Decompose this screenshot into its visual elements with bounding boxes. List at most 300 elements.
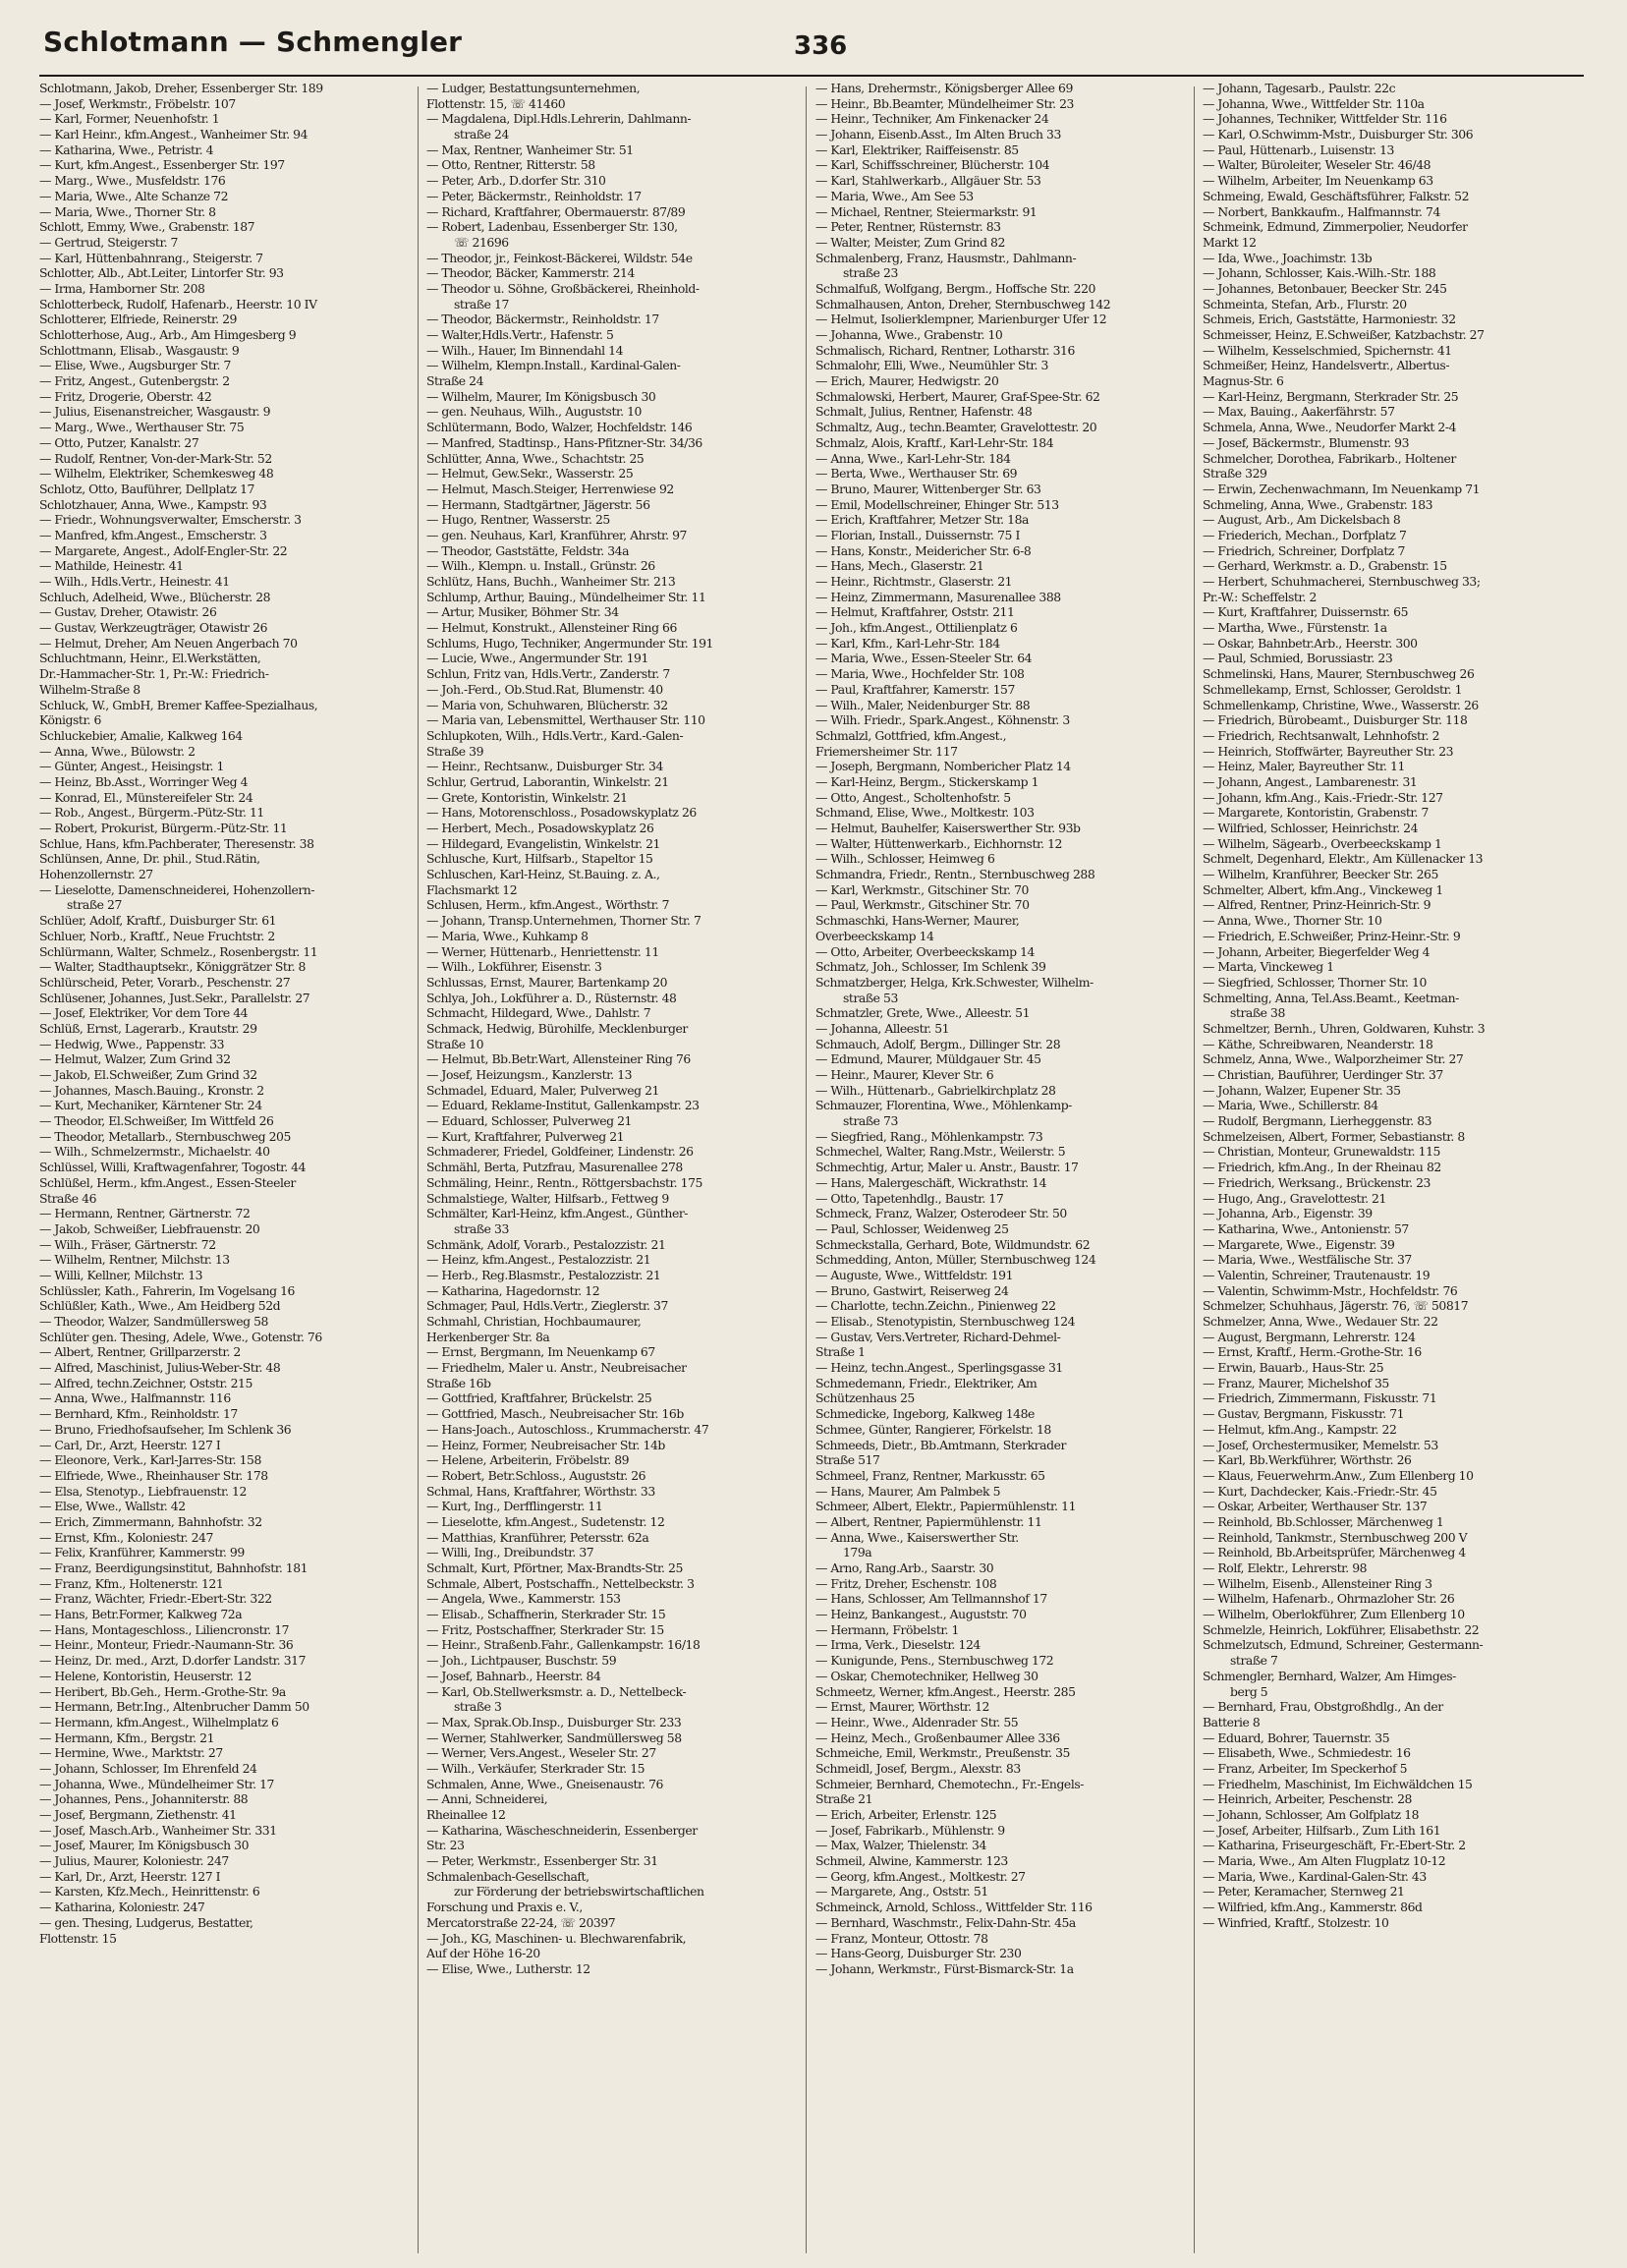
directory-entry: — Willi, Kellner, Milchstr. 13 — [39, 1267, 203, 1282]
directory-entry: — Erich, Zimmermann, Bahnhofstr. 32 — [39, 1513, 262, 1529]
directory-entry: Schmalenberg, Franz, Hausmstr., Dahlmann- — [815, 250, 1077, 265]
directory-entry: Straße 16b — [426, 1375, 491, 1390]
directory-entry: Schmellekamp, Ernst, Schlosser, Geroldstr. 1 — [1203, 681, 1463, 697]
directory-entry: Schluchtmann, Heinr., El.Werkstätten, — [39, 651, 261, 666]
directory-entry: Overbeeckskamp 14 — [815, 928, 934, 943]
directory-entry: — Max, Bauing., Aakerfährstr. 57 — [1203, 404, 1395, 420]
directory-entry: — Herb., Reg.Blasmstr., Pestalozzistr. 21 — [426, 1267, 661, 1282]
directory-entry: — Wilfried, kfm.Ang., Kammerstr. 86d — [1203, 1899, 1423, 1915]
column-divider — [1194, 86, 1195, 2253]
directory-entry: — Max, Rentner, Wanheimer Str. 51 — [426, 142, 634, 157]
directory-entry: Schmeisser, Heinz, E.Schweißer, Katzbachstr. 27 — [1203, 327, 1485, 342]
directory-entry: — Marta, Vinckeweg 1 — [1203, 959, 1334, 975]
directory-entry: — Johann, Arbeiter, Biegerfelder Weg 4 — [1203, 943, 1431, 959]
directory-entry: — Kurt, Dachdecker, Kais.-Friedr.-Str. 45 — [1203, 1483, 1437, 1499]
directory-entry: Schmeck, Franz, Walzer, Osterodeer Str. 50 — [815, 1206, 1067, 1221]
directory-entry: — Felix, Kranführer, Kammerstr. 99 — [39, 1545, 245, 1560]
directory-entry: — Otto, Rentner, Ritterstr. 58 — [426, 157, 595, 173]
directory-entry: — Elisabeth, Wwe., Schmiedestr. 16 — [1203, 1745, 1411, 1761]
directory-entry: — Jakob, El.Schweißer, Zum Grind 32 — [39, 1067, 257, 1082]
directory-entry: Schmalzl, Gottfried, kfm.Angest., — [815, 727, 1007, 743]
directory-entry: — Christian, Monteur, Grunewaldstr. 115 — [1203, 1144, 1440, 1160]
directory-entry: — Rudolf, Rentner, Von-der-Mark-Str. 52 — [39, 450, 272, 466]
directory-entry: — Karl-Heinz, Bergm., Stickerskamp 1 — [815, 773, 1039, 789]
directory-entry: Schmalowski, Herbert, Maurer, Graf-Spee-Str. 62 — [815, 388, 1100, 404]
directory-entry: — Reinhold, Bb.Arbeitsprüfer, Märchenweg 4 — [1203, 1545, 1466, 1560]
directory-entry: Schmelzer, Schuhhaus, Jägerstr. 76, ☏ 50817 — [1203, 1298, 1469, 1314]
directory-entry: — Hans, Motorenschloss., Posadowskyplatz 26 — [426, 805, 697, 821]
directory-entry: — Johann, Angest., Lambarenestr. 31 — [1203, 773, 1418, 789]
directory-entry: Schmale, Albert, Postschaffn., Nettelbeckstr. 3 — [426, 1575, 695, 1591]
directory-entry: Schmeinck, Arnold, Schloss., Wittfelder Str. 116 — [815, 1899, 1093, 1915]
directory-entry: — Valentin, Schreiner, Trautenaustr. 19 — [1203, 1267, 1431, 1282]
directory-entry: Schmelinski, Hans, Maurer, Sternbuschweg 26 — [1203, 666, 1475, 682]
directory-entry: — Reinhold, Tankmstr., Sternbuschweg 200 V — [1203, 1529, 1468, 1545]
directory-entry: Schlotzhauer, Anna, Wwe., Kampstr. 93 — [39, 496, 267, 512]
directory-entry: — Karl, Bb.Werkführer, Wörthstr. 26 — [1203, 1452, 1412, 1468]
directory-entry: — Wilh., Verkäufer, Sterkrader Str. 15 — [426, 1760, 645, 1776]
directory-entry: — Johanna, Wwe., Wittfelder Str. 110a — [1203, 95, 1425, 111]
directory-entry: — Hugo, Rentner, Wasserstr. 25 — [426, 512, 610, 528]
directory-entry: — Helmut, Isolierklempner, Marienburger Ufer 12 — [815, 312, 1107, 327]
directory-entry: — Helene, Arbeiterin, Fröbelstr. 89 — [426, 1452, 630, 1468]
directory-entry: Schmengler, Bernhard, Walzer, Am Himges- — [1203, 1668, 1456, 1683]
directory-entry: Schlussas, Ernst, Maurer, Bartenkamp 20 — [426, 974, 668, 990]
directory-entry: — Gerhard, Werkmstr. a. D., Grabenstr. 15 — [1203, 558, 1447, 574]
directory-entry: — Hermann, Fröbelstr. 1 — [815, 1621, 959, 1637]
directory-entry: — Herbert, Schuhmacherei, Sternbuschweg 33; — [1203, 574, 1481, 589]
directory-entry-continuation: berg 5 — [1230, 1683, 1268, 1699]
directory-entry: — Heinrich, Arbeiter, Peschenstr. 28 — [1203, 1791, 1412, 1807]
directory-column-1 — [39, 81, 409, 2257]
directory-entry: — Joh., KG, Maschinen- u. Blechwarenfabrik, — [426, 1930, 687, 1946]
directory-entry: — Lucie, Wwe., Angermunder Str. 191 — [426, 651, 648, 666]
directory-entry: — Otto, Tapetenhdlg., Baustr. 17 — [815, 1190, 1004, 1206]
directory-entry: — Margarete, Ang., Oststr. 51 — [815, 1884, 988, 1899]
directory-entry: — Johannes, Techniker, Wittfelder Str. 116 — [1203, 111, 1447, 127]
directory-entry: — Theodor, Bäcker, Kammerstr. 214 — [426, 265, 635, 281]
directory-entry: — Fritz, Postschaffner, Sterkrader Str. 15 — [426, 1621, 664, 1637]
directory-entry: — Margarete, Wwe., Eigenstr. 39 — [1203, 1236, 1395, 1252]
directory-entry: Schützenhaus 25 — [815, 1390, 915, 1406]
directory-entry: — gen. Neuhaus, Karl, Kranführer, Ahrstr. 97 — [426, 527, 687, 542]
directory-entry: — Maria, Wwe., Schillerstr. 84 — [1203, 1098, 1378, 1113]
directory-entry: — Heinr., Techniker, Am Finkenacker 24 — [815, 111, 1049, 127]
directory-entry: — Eleonore, Verk., Karl-Jarres-Str. 158 — [39, 1452, 261, 1468]
directory-entry-continuation: straße 3 — [454, 1699, 502, 1715]
directory-entry: Schlüß, Ernst, Lagerarb., Krautstr. 29 — [39, 1020, 257, 1036]
directory-entry: — Joseph, Bergmann, Nombericher Platz 14 — [815, 759, 1071, 774]
directory-entry: — Friedr., Wohnungsverwalter, Emscherstr. 3 — [39, 512, 302, 528]
directory-entry: Wilhelm-Straße 8 — [39, 681, 140, 697]
directory-entry: Schmellenkamp, Christine, Wwe., Wasserstr. 26 — [1203, 697, 1479, 712]
directory-entry: — Eduard, Bohrer, Tauernstr. 35 — [1203, 1729, 1390, 1745]
directory-entry: — Helmut, Bauhelfer, Kaiserswerther Str. 93b — [815, 821, 1081, 835]
directory-entry: — Irma, Hamborner Str. 208 — [39, 280, 205, 296]
directory-entry: Schlüßler, Kath., Wwe., Am Heidberg 52d — [39, 1298, 281, 1314]
directory-entry: Str. 23 — [426, 1838, 465, 1853]
directory-entry: Straße 329 — [1203, 466, 1267, 482]
directory-entry: Schmalstiege, Walter, Hilfsarb., Fettweg 9 — [426, 1190, 669, 1206]
directory-entry: — Hildegard, Evangelistin, Winkelstr. 21 — [426, 835, 660, 851]
directory-entry: — Maria, Wwe., Kuhkamp 8 — [426, 928, 589, 943]
directory-entry: Schlünsen, Anne, Dr. phil., Stud.Rätin, — [39, 851, 260, 867]
directory-entry: Schlütz, Hans, Buchh., Wanheimer Str. 213 — [426, 574, 676, 589]
directory-entry: — Manfred, Stadtinsp., Hans-Pfitzner-Str. 34/36 — [426, 434, 702, 450]
directory-entry: — Julius, Eisenanstreicher, Wasgaustr. 9 — [39, 404, 271, 420]
directory-entry: — Maria, Wwe., Am See 53 — [815, 188, 974, 203]
directory-entry: — Jakob, Schweißer, Liebfrauenstr. 20 — [39, 1220, 260, 1236]
directory-entry: Schlürscheid, Peter, Vorarb., Peschenstr. 27 — [39, 974, 291, 990]
directory-entry: — Auguste, Wwe., Wittfeldstr. 191 — [815, 1267, 1014, 1282]
directory-entry-continuation: straße 17 — [454, 296, 509, 312]
directory-entry-continuation: straße 23 — [843, 265, 898, 281]
directory-entry: — Bernhard, Frau, Obstgroßhdlg., An der — [1203, 1699, 1443, 1715]
directory-entry: — Wilhelm, Klempn.Install., Kardinal-Galen- — [426, 358, 681, 373]
directory-entry: Pr.-W.: Scheffelstr. 2 — [1203, 589, 1317, 604]
directory-entry: Schmänk, Adolf, Vorarb., Pestalozzistr. 21 — [426, 1236, 666, 1252]
directory-entry: Schmedicke, Ingeborg, Kalkweg 148e — [815, 1406, 1035, 1422]
directory-entry: Schmeißer, Heinz, Handelsvertr., Albertus- — [1203, 358, 1450, 373]
directory-entry: Flottenstr. 15 — [39, 1930, 117, 1946]
directory-entry: — Peter, Arb., D.dorfer Str. 310 — [426, 173, 606, 189]
directory-entry: — Günter, Angest., Heisingstr. 1 — [39, 759, 224, 774]
directory-entry: — Edmund, Maurer, Müldgauer Str. 45 — [815, 1051, 1041, 1067]
directory-entry: — Peter, Keramacher, Sternweg 21 — [1203, 1884, 1405, 1899]
directory-entry: — Friedhelm, Maler u. Anstr., Neubreisacher — [426, 1360, 687, 1376]
directory-entry: Schmela, Anna, Wwe., Neudorfer Markt 2-4 — [1203, 420, 1457, 435]
directory-entry: — Wilhelm, Kranführer, Beecker Str. 265 — [1203, 867, 1438, 882]
directory-entry: — Paul, Hüttenarb., Luisenstr. 13 — [1203, 142, 1394, 157]
directory-entry: Schluck, W., GmbH, Bremer Kaffee-Spezialhaus, — [39, 697, 318, 712]
directory-entry: Schmelzer, Anna, Wwe., Wedauer Str. 22 — [1203, 1314, 1438, 1329]
directory-entry: — Wilfried, Schlosser, Heinrichstr. 24 — [1203, 821, 1419, 835]
directory-entry: Schluch, Adelheid, Wwe., Blücherstr. 28 — [39, 589, 271, 604]
directory-entry: — Friedrich, Werksang., Brückenstr. 23 — [1203, 1174, 1431, 1190]
directory-entry: — Wilhelm, Arbeiter, Im Neuenkamp 63 — [1203, 173, 1433, 189]
directory-entry: — Erich, Maurer, Hedwigstr. 20 — [815, 373, 999, 389]
directory-entry: Schmalen, Anne, Wwe., Gneisenaustr. 76 — [426, 1776, 663, 1791]
directory-entry: — Karl Heinr., kfm.Angest., Wanheimer Str. 94 — [39, 127, 309, 142]
directory-entry: Schmeckstalla, Gerhard, Bote, Wildmundstr. 62 — [815, 1236, 1091, 1252]
directory-entry: — Friedrich, kfm.Ang., In der Rheinau 82 — [1203, 1160, 1441, 1175]
directory-entry: — Elise, Wwe., Augsburger Str. 7 — [39, 358, 231, 373]
directory-entry: Schmahl, Christian, Hochbaumaurer, — [426, 1314, 642, 1329]
directory-entry: — Hedwig, Wwe., Pappenstr. 33 — [39, 1036, 225, 1051]
directory-entry: — Hans, Montageschloss., Liliencronstr. 17 — [39, 1621, 290, 1637]
directory-entry: Schlüßel, Herm., kfm.Angest., Essen-Steeler — [39, 1174, 296, 1190]
directory-entry: Schmatzler, Grete, Wwe., Alleestr. 51 — [815, 1005, 1031, 1021]
directory-entry: — Hermann, Kfm., Bergstr. 21 — [39, 1729, 215, 1745]
directory-entry: — Anna, Wwe., Halfmannstr. 116 — [39, 1390, 231, 1406]
directory-entry: — Anni, Schneiderei, — [426, 1791, 548, 1807]
directory-entry: — Johann, Schlosser, Im Ehrenfeld 24 — [39, 1760, 257, 1776]
directory-entry: — Winfried, Kraftf., Stolzestr. 10 — [1203, 1914, 1389, 1930]
directory-entry: Schmalt, Kurt, Pförtner, Max-Brandts-Str. 25 — [426, 1560, 683, 1575]
directory-entry: — Heinr., Bb.Beamter, Mündelheimer Str. 23 — [815, 95, 1074, 111]
directory-entry: — Katharina, Hagedornstr. 12 — [426, 1282, 600, 1298]
directory-entry: — Klaus, Feuerwehrm.Anw., Zum Ellenberg 10 — [1203, 1467, 1474, 1483]
directory-entry: Straße 517 — [815, 1452, 880, 1468]
directory-entry: — Bruno, Friedhofsaufseher, Im Schlenk 36 — [39, 1421, 292, 1437]
directory-entry: Schluer, Norb., Kraftf., Neue Fruchtstr. 2 — [39, 928, 275, 943]
directory-entry: Schmälter, Karl-Heinz, kfm.Angest., Günther- — [426, 1206, 689, 1221]
directory-entry: — Hans-Georg, Duisburger Str. 230 — [815, 1946, 1022, 1961]
directory-entry: — Theodor, El.Schweißer, Im Wittfeld 26 — [39, 1113, 274, 1129]
directory-entry: — Ernst, Bergmann, Im Neuenkamp 67 — [426, 1344, 655, 1360]
directory-entry: — Josef, Maurer, Im Königsbusch 30 — [39, 1838, 250, 1853]
directory-entry: Mercatorstraße 22-24, ☏ 20397 — [426, 1914, 616, 1930]
directory-entry: — Elfriede, Wwe., Rheinhauser Str. 178 — [39, 1467, 268, 1483]
directory-entry: — Karl, Werkmstr., Gitschiner Str. 70 — [815, 881, 1029, 897]
directory-entry: Schlya, Joh., Lokführer a. D., Rüsternstr. 48 — [426, 990, 677, 1005]
directory-entry: — Franz, Arbeiter, Im Speckerhof 5 — [1203, 1760, 1408, 1776]
directory-entry: — Wilh., Hauer, Im Binnendahl 14 — [426, 342, 624, 358]
directory-entry: Schlotz, Otto, Bauführer, Dellplatz 17 — [39, 481, 254, 496]
directory-entry: — Heinz, Bb.Asst., Worringer Weg 4 — [39, 773, 249, 789]
directory-entry: — Arno, Rang.Arb., Saarstr. 30 — [815, 1560, 994, 1575]
directory-entry: — Margarete, Kontoristin, Grabenstr. 7 — [1203, 805, 1429, 821]
directory-entry: Schlump, Arthur, Bauing., Mündelheimer Str. 11 — [426, 589, 706, 604]
directory-entry: Markt 12 — [1203, 234, 1257, 250]
directory-entry: — Robert, Betr.Schloss., Auguststr. 26 — [426, 1467, 646, 1483]
directory-entry: — Hans-Joach., Autoschloss., Krummacherstr. 47 — [426, 1421, 709, 1437]
directory-entry: — Karl, Kfm., Karl-Lehr-Str. 184 — [815, 635, 1000, 651]
directory-entry: Schlüter gen. Thesing, Adele, Wwe., Gotenstr. 76 — [39, 1329, 322, 1344]
directory-entry: Schmeing, Ewald, Geschäftsführer, Falkstr. 52 — [1203, 188, 1470, 203]
directory-entry: Schmelt, Degenhard, Elektr., Am Küllenacker 13 — [1203, 851, 1484, 867]
directory-entry: — Franz, Monteur, Ottostr. 78 — [815, 1930, 988, 1946]
directory-entry: — Wilhelm, Hafenarb., Ohrmazloher Str. 26 — [1203, 1591, 1455, 1607]
directory-entry: Schmalenbach-Gesellschaft, — [426, 1868, 589, 1884]
directory-entry: Schmatz, Joh., Schlosser, Im Schlenk 39 — [815, 959, 1046, 975]
directory-entry: — Norbert, Bankkaufm., Halfmannstr. 74 — [1203, 203, 1440, 219]
directory-entry: — Josef, Fabrikarb., Mühlenstr. 9 — [815, 1822, 1005, 1838]
directory-entry: — Johanna, Arb., Eigenstr. 39 — [1203, 1206, 1373, 1221]
directory-entry: Schlütter, Anna, Wwe., Schachtstr. 25 — [426, 450, 645, 466]
directory-entry: — Walter, Hüttenwerkarb., Eichhornstr. 12 — [815, 835, 1062, 851]
directory-entry: — Hans, Konstr., Meidericher Str. 6-8 — [815, 542, 1032, 558]
directory-entry: Schmechtig, Artur, Maler u. Anstr., Baustr. 17 — [815, 1160, 1079, 1175]
directory-entry: — Magdalena, Dipl.Hdls.Lehrerin, Dahlmann- — [426, 111, 692, 127]
directory-entry: — Paul, Kraftfahrer, Kamerstr. 157 — [815, 681, 1015, 697]
directory-column-3 — [815, 81, 1185, 2257]
directory-entry: — Hermann, Stadtgärtner, Jägerstr. 56 — [426, 496, 650, 512]
directory-entry: Schmeltzer, Bernh., Uhren, Goldwaren, Kuhstr. 3 — [1203, 1020, 1486, 1036]
directory-entry: — Elise, Wwe., Lutherstr. 12 — [426, 1960, 590, 1976]
directory-entry: Schmadel, Eduard, Maler, Pulverweg 21 — [426, 1082, 659, 1098]
directory-entry: — Maria, Wwe., Am Alten Flugplatz 10-12 — [1203, 1853, 1446, 1869]
directory-entry: Schlotterbeck, Rudolf, Hafenarb., Heerstr. 10 IV — [39, 296, 317, 312]
directory-entry: — Elisab., Stenotypistin, Sternbuschweg 124 — [815, 1314, 1076, 1329]
directory-entry: — Heinz, kfm.Angest., Pestalozzistr. 21 — [426, 1252, 651, 1268]
directory-entry: — Johann, Transp.Unternehmen, Thorner Str. 7 — [426, 913, 701, 929]
directory-entry: — Florian, Install., Duissernstr. 75 I — [815, 527, 1020, 542]
directory-entry: — Marg., Wwe., Werthauser Str. 75 — [39, 420, 245, 435]
directory-entry: — August, Arb., Am Dickelsbach 8 — [1203, 512, 1401, 528]
directory-entry: — Josef, Bäckermstr., Blumenstr. 93 — [1203, 434, 1410, 450]
directory-entry: Schlotter, Alb., Abt.Leiter, Lintorfer Str. 93 — [39, 265, 284, 281]
directory-entry: — Wilhelm, Maurer, Im Königsbusch 30 — [426, 388, 656, 404]
directory-entry: — Johann, Werkmstr., Fürst-Bismarck-Str. 1a — [815, 1960, 1074, 1976]
directory-entry: — Karl, Schiffsschreiner, Blücherstr. 104 — [815, 157, 1050, 173]
directory-entry: — Michael, Rentner, Steiermarkstr. 91 — [815, 203, 1038, 219]
directory-entry: — Eduard, Schlosser, Pulverweg 21 — [426, 1113, 632, 1129]
directory-entry: — Gustav, Vers.Vertreter, Richard-Dehmel- — [815, 1329, 1061, 1344]
directory-entry: — Else, Wwe., Wallstr. 42 — [39, 1499, 186, 1514]
directory-entry: — Johann, Schlosser, Kais.-Wilh.-Str. 188 — [1203, 265, 1436, 281]
directory-entry: — Berta, Wwe., Werthauser Str. 69 — [815, 466, 1018, 482]
directory-entry: — Friedrich, Bürobeamt., Duisburger Str. 118 — [1203, 712, 1468, 728]
directory-entry: — Katharina, Friseurgeschäft, Fr.-Ebert-Str. 2 — [1203, 1838, 1466, 1853]
directory-entry: — Johannes, Pens., Johanniterstr. 88 — [39, 1791, 249, 1807]
directory-entry: Schlums, Hugo, Techniker, Angermunder Str. 191 — [426, 635, 713, 651]
directory-entry: — Valentin, Schwimm-Mstr., Hochfeldstr. 76 — [1203, 1282, 1458, 1298]
directory-entry: Schmand, Elise, Wwe., Moltkestr. 103 — [815, 805, 1035, 821]
directory-entry: — Karl, O.Schwimm-Mstr., Duisburger Str. 306 — [1203, 127, 1474, 142]
directory-entry: Herkenberger Str. 8a — [426, 1329, 550, 1344]
directory-column-2 — [426, 81, 796, 2257]
directory-entry: — Wilh., Maler, Neidenburger Str. 88 — [815, 697, 1031, 712]
directory-entry: — Karl, Former, Neuenhofstr. 1 — [39, 111, 220, 127]
directory-entry: — Werner, Stahlwerker, Sandmüllersweg 58 — [426, 1729, 682, 1745]
directory-entry: — Elisab., Schaffnerin, Sterkrader Str. 15 — [426, 1607, 666, 1622]
directory-entry: — Maria, Wwe., Hochfelder Str. 108 — [815, 666, 1025, 682]
directory-entry: — Paul, Werkmstr., Gitschiner Str. 70 — [815, 897, 1030, 913]
directory-entry: — Hans, Maurer, Am Palmbek 5 — [815, 1483, 1000, 1499]
directory-entry: — Werner, Hüttenarb., Henriettenstr. 11 — [426, 943, 659, 959]
directory-entry: — Siegfried, Schlosser, Thorner Str. 10 — [1203, 974, 1427, 990]
directory-entry: — Heinz, techn.Angest., Sperlingsgasse 31 — [815, 1360, 1063, 1376]
directory-entry: — Käthe, Schreibwaren, Neanderstr. 18 — [1203, 1036, 1433, 1051]
directory-entry: — Heinr., Rechtsanw., Duisburger Str. 34 — [426, 759, 663, 774]
directory-entry: — Elsa, Stenotyp., Liebfrauenstr. 12 — [39, 1483, 247, 1499]
directory-entry: Schluschen, Karl-Heinz, St.Bauing. z. A., — [426, 867, 660, 882]
directory-entry: — Emil, Modellschreiner, Ehinger Str. 513 — [815, 496, 1059, 512]
directory-entry: — Albert, Rentner, Papiermühlenstr. 11 — [815, 1513, 1042, 1529]
directory-entry: — Helene, Kontoristin, Heuserstr. 12 — [39, 1668, 252, 1683]
directory-entry: Schmähl, Berta, Putzfrau, Masurenallee 278 — [426, 1160, 683, 1175]
directory-entry: — Kurt, Ing., Derfflingerstr. 11 — [426, 1499, 603, 1514]
directory-entry: — Hans, Betr.Former, Kalkweg 72a — [39, 1607, 243, 1622]
directory-entry: Schlüsener, Johannes, Just.Sekr., Parallelstr. 27 — [39, 990, 310, 1005]
directory-entry: — Katharina, Wwe., Antonienstr. 57 — [1203, 1220, 1409, 1236]
directory-entry: — Johann, Tagesarb., Paulstr. 22c — [1203, 81, 1396, 95]
directory-entry: — Helmut, Walzer, Zum Grind 32 — [39, 1051, 231, 1067]
directory-entry: — Ernst, Kraftf., Herm.-Grothe-Str. 16 — [1203, 1344, 1422, 1360]
directory-entry: Schmalhausen, Anton, Dreher, Sternbuschweg 142 — [815, 296, 1111, 312]
directory-entry: — Josef, Masch.Arb., Wanheimer Str. 331 — [39, 1822, 277, 1838]
directory-entry: — Wilh., Lokführer, Eisenstr. 3 — [426, 959, 602, 975]
directory-entry: — Peter, Bäckermstr., Reinholdstr. 17 — [426, 188, 642, 203]
directory-entry: Flachsmarkt 12 — [426, 881, 518, 897]
directory-entry: — Bruno, Maurer, Wittenberger Str. 63 — [815, 481, 1041, 496]
directory-entry: — Ernst, Maurer, Wörthstr. 12 — [815, 1699, 989, 1715]
directory-entry: Schmaschki, Hans-Werner, Maurer, — [815, 913, 1020, 929]
directory-entry: Schlotterhose, Aug., Arb., Am Himgesberg 9 — [39, 327, 297, 342]
directory-entry: — August, Bergmann, Lehrerstr. 124 — [1203, 1329, 1416, 1344]
directory-entry: — Heinz, Former, Neubreisacher Str. 14b — [426, 1437, 665, 1452]
directory-entry: — Heinr., Monteur, Friedr.-Naumann-Str. 36 — [39, 1637, 294, 1653]
directory-entry: — Peter, Rentner, Rüsternstr. 83 — [815, 219, 1001, 235]
directory-entry: — Grete, Kontoristin, Winkelstr. 21 — [426, 789, 628, 805]
directory-entry: — Werner, Vers.Angest., Weseler Str. 27 — [426, 1745, 656, 1761]
directory-entry: — Heinz, Maler, Bayreuther Str. 11 — [1203, 759, 1405, 774]
directory-entry: Straße 21 — [815, 1791, 873, 1807]
directory-entry: — Matthias, Kranführer, Petersstr. 62a — [426, 1529, 649, 1545]
directory-entry: — Gottfried, Masch., Neubreisacher Str. 16b — [426, 1406, 684, 1422]
directory-entry: — Johannes, Betonbauer, Beecker Str. 245 — [1203, 280, 1447, 296]
directory-entry: Schmedemann, Friedr., Elektriker, Am — [815, 1375, 1038, 1390]
directory-entry: — Heinrich, Stoffwärter, Bayreuther Str. 23 — [1203, 743, 1454, 759]
directory-entry: Schmalfuß, Wolfgang, Bergm., Hoffsche Str. 220 — [815, 280, 1095, 296]
directory-entry: — Walter,Hdls.Vertr., Hafenstr. 5 — [426, 327, 614, 342]
directory-entry: — Friedrich, E.Schweißer, Prinz-Heinr.-Str. 9 — [1203, 928, 1461, 943]
directory-entry: Schlur, Gertrud, Laborantin, Winkelstr. 21 — [426, 773, 669, 789]
directory-entry-continuation: 179a — [843, 1545, 872, 1560]
directory-entry: — Wilhelm, Eisenb., Allensteiner Ring 3 — [1203, 1575, 1432, 1591]
directory-entry: — Theodor, Bäckermstr., Reinholdstr. 17 — [426, 312, 659, 327]
directory-entry: — Josef, Bergmann, Ziethenstr. 41 — [39, 1807, 237, 1822]
directory-entry: — Martha, Wwe., Fürstenstr. 1a — [1203, 620, 1387, 636]
directory-entry: Schlürmann, Walter, Schmelz., Rosenbergstr. 11 — [39, 943, 318, 959]
directory-entry: — Rolf, Elektr., Lehrerstr. 98 — [1203, 1560, 1368, 1575]
directory-entry: — Bernhard, Kfm., Reinholdstr. 17 — [39, 1406, 238, 1422]
directory-entry: — Alfred, techn.Zeichner, Oststr. 215 — [39, 1375, 252, 1390]
directory-entry: — Karl, Dr., Arzt, Heerstr. 127 I — [39, 1868, 221, 1884]
directory-entry-continuation: straße 53 — [843, 990, 898, 1005]
directory-entry: — Katharina, Wwe., Petristr. 4 — [39, 142, 214, 157]
directory-entry: — Katharina, Wäscheschneiderin, Essenberger — [426, 1822, 698, 1838]
directory-entry: — Georg, kfm.Angest., Moltkestr. 27 — [815, 1868, 1026, 1884]
directory-entry: — Franz, Kfm., Holtenerstr. 121 — [39, 1575, 224, 1591]
directory-entry: — Oskar, Chemotechniker, Hellweg 30 — [815, 1668, 1038, 1683]
directory-entry: Schmeinta, Stefan, Arb., Flurstr. 20 — [1203, 296, 1407, 312]
directory-entry: — Friedhelm, Maschinist, Im Eichwäldchen 15 — [1203, 1776, 1473, 1791]
directory-entry: Straße 10 — [426, 1036, 484, 1051]
directory-entry: — Wilh., Fräser, Gärtnerstr. 72 — [39, 1236, 216, 1252]
directory-entry: Schmelzeisen, Albert, Former, Sebastianstr. 8 — [1203, 1128, 1465, 1144]
directory-entry: — Alfred, Maschinist, Julius-Weber-Str. 48 — [39, 1360, 281, 1376]
directory-entry: — Helmut, Masch.Steiger, Herrenwiese 92 — [426, 481, 674, 496]
directory-entry: — Maria von, Schuhwaren, Blücherstr. 32 — [426, 697, 668, 712]
directory-entry: — Joh., kfm.Angest., Ottilienplatz 6 — [815, 620, 1018, 636]
directory-entry: — Josef, Heizungsm., Kanzlerstr. 13 — [426, 1067, 633, 1082]
directory-entry: — Helmut, Konstrukt., Allensteiner Ring 66 — [426, 620, 677, 636]
directory-entry: — Erich, Kraftfahrer, Metzer Str. 18a — [815, 512, 1029, 528]
column-divider — [806, 86, 807, 2253]
directory-entry: — Kurt, Kraftfahrer, Duissernstr. 65 — [1203, 604, 1409, 620]
directory-entry: Schmeer, Albert, Elektr., Papiermühlenstr. 11 — [815, 1499, 1077, 1514]
directory-entry: Hohenzollernstr. 27 — [39, 867, 153, 882]
directory-entry: — Johann, Eisenb.Asst., Im Alten Bruch 33 — [815, 127, 1061, 142]
directory-entry: — Johanna, Wwe., Mündelheimer Str. 17 — [39, 1776, 274, 1791]
column-divider — [418, 86, 419, 2253]
directory-entry: — Marg., Wwe., Musfeldstr. 176 — [39, 173, 226, 189]
directory-entry: Schmeeds, Dietr., Bb.Amtmann, Sterkrader — [815, 1437, 1066, 1452]
directory-entry: — Hans, Drehermstr., Königsberger Allee 69 — [815, 81, 1073, 95]
directory-entry: Magnus-Str. 6 — [1203, 373, 1284, 389]
directory-entry: — Fritz, Dreher, Eschenstr. 108 — [815, 1575, 997, 1591]
directory-entry: — Hans, Mech., Glaserstr. 21 — [815, 558, 984, 574]
directory-entry: Forschung und Praxis e. V., — [426, 1899, 583, 1915]
directory-entry: Schmelting, Anna, Tel.Ass.Beamt., Keetman- — [1203, 990, 1459, 1005]
directory-entry: Schmee, Günter, Rangierer, Förkelstr. 18 — [815, 1421, 1051, 1437]
directory-entry: — Siegfried, Rang., Möhlenkampstr. 73 — [815, 1128, 1043, 1144]
directory-entry: — Walter, Meister, Zum Grind 82 — [815, 234, 1005, 250]
directory-entry: Straße 1 — [815, 1344, 866, 1360]
directory-entry: — Erich, Arbeiter, Erlenstr. 125 — [815, 1807, 997, 1822]
